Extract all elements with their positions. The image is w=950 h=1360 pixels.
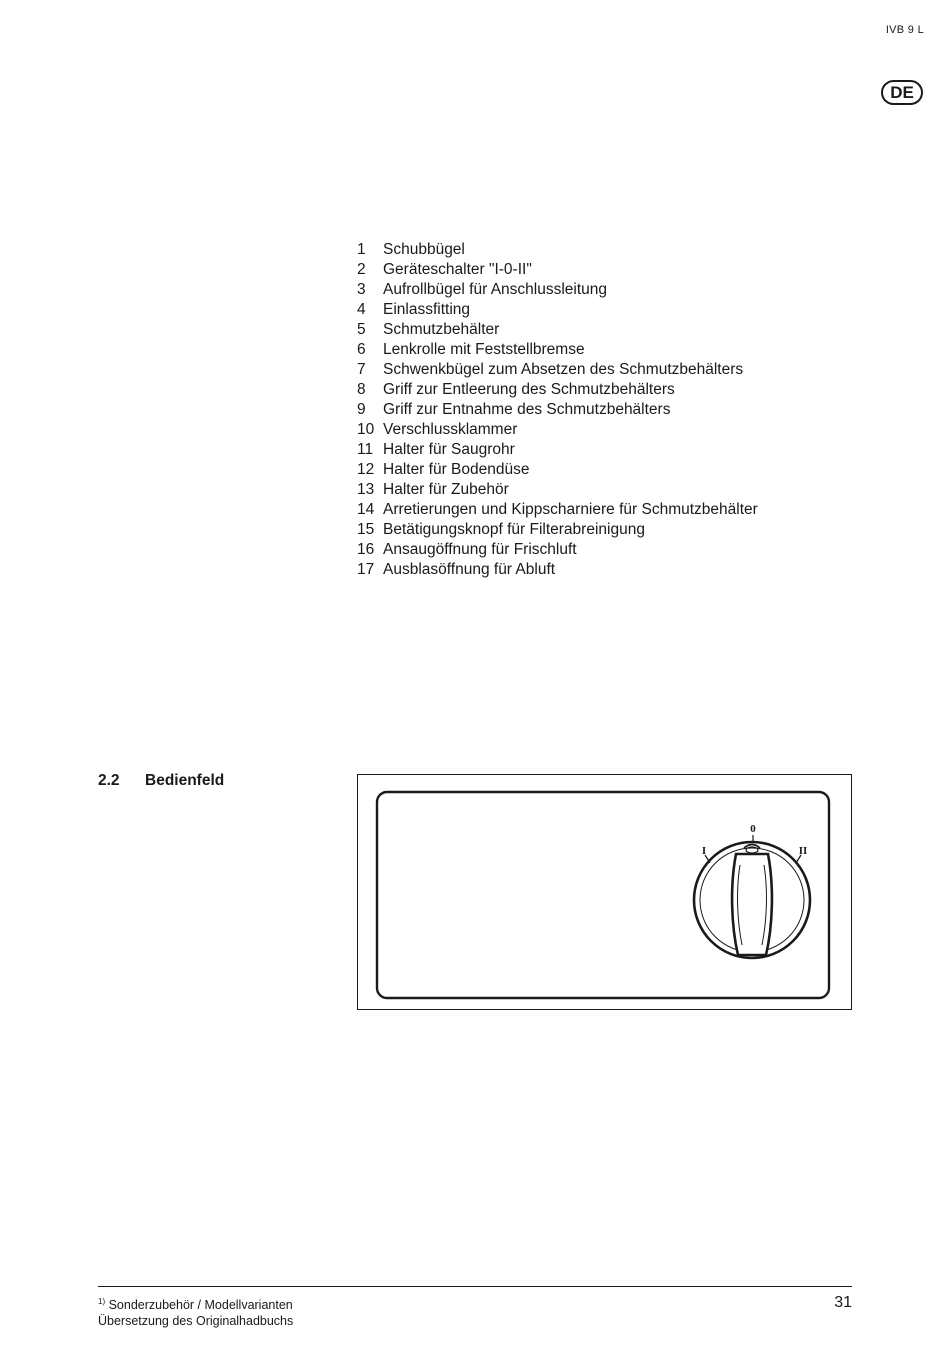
footnote-text: Sonderzubehör / Modellvarianten <box>105 1298 293 1313</box>
legend-number: 8 <box>357 381 366 398</box>
legend-label: Halter für Zubehör <box>383 481 509 498</box>
list-item <box>357 560 758 580</box>
switch-label-right: II <box>798 845 808 857</box>
legend-label: Betätigungsknopf für Filterabreinigung <box>383 521 645 538</box>
legend-number: 14 <box>357 501 375 518</box>
footer-notes <box>98 1294 293 1329</box>
list-item <box>357 280 758 300</box>
legend-number: 10 <box>357 421 375 438</box>
list-item <box>357 300 758 320</box>
rotary-switch-knob <box>694 842 810 958</box>
list-item <box>357 380 758 400</box>
switch-label-left: I <box>701 845 707 857</box>
legend-label: Griff zur Entleerung des Schmutzbehälters <box>383 381 675 398</box>
section-title: Bedienfeld <box>145 772 225 789</box>
control-panel-illustration <box>358 775 851 1009</box>
legend-number: 12 <box>357 461 375 478</box>
legend-number: 17 <box>357 561 375 578</box>
legend-number: 15 <box>357 521 375 538</box>
list-item <box>357 240 758 260</box>
legend-number: 2 <box>357 261 366 278</box>
legend-label: Ausblasöffnung für Abluft <box>383 561 556 578</box>
legend-label: Lenkrolle mit Feststellbremse <box>383 341 585 358</box>
legend-label: Verschlussklammer <box>383 421 518 438</box>
section-number: 2.2 <box>98 772 120 789</box>
translation-note: Übersetzung des Originalhadbuchs <box>98 1314 294 1329</box>
list-item <box>357 320 758 340</box>
footer-divider <box>98 1286 852 1287</box>
legend-label: Halter für Bodendüse <box>383 461 530 478</box>
legend-label: Schubbügel <box>383 241 465 258</box>
list-item <box>357 500 758 520</box>
legend-label: Geräteschalter "I-0-II" <box>383 261 532 278</box>
legend-label: Schwenkbügel zum Absetzen des Schmutzbehälters <box>383 361 744 378</box>
page-number: 31 <box>834 1294 852 1311</box>
legend-label: Aufrollbügel für Anschlussleitung <box>383 281 608 298</box>
legend-number: 11 <box>357 441 374 458</box>
list-item <box>357 360 758 380</box>
legend-number: 3 <box>357 281 366 298</box>
legend-label: Griff zur Entnahme des Schmutzbehälters <box>383 401 671 418</box>
component-legend <box>357 240 758 580</box>
section-heading <box>98 772 224 790</box>
list-item <box>357 420 758 440</box>
list-item <box>357 400 758 420</box>
list-item <box>357 480 758 500</box>
legend-label: Schmutzbehälter <box>383 321 500 338</box>
legend-number: 1 <box>357 241 366 258</box>
switch-label-center: 0 <box>750 823 756 835</box>
legend-number: 7 <box>357 361 366 378</box>
legend-number: 9 <box>357 401 366 418</box>
list-item <box>357 340 758 360</box>
footnote-mark: 1) <box>98 1297 106 1306</box>
legend-number: 6 <box>357 341 366 358</box>
list-item <box>357 260 758 280</box>
legend-number: 4 <box>357 301 366 318</box>
control-panel-figure <box>357 774 852 1010</box>
legend-label: Halter für Saugrohr <box>383 441 515 458</box>
legend-label: Arretierungen und Kippscharniere für Schmutzbehälter <box>383 501 758 518</box>
legend-number: 13 <box>357 481 375 498</box>
legend-label: Ansaugöffnung für Frischluft <box>383 541 577 558</box>
list-item <box>357 460 758 480</box>
language-badge: DE <box>881 80 923 105</box>
legend-label: Einlassfitting <box>383 301 471 318</box>
list-item <box>357 440 758 460</box>
model-designation: IVB 9 L <box>885 24 924 36</box>
list-item <box>357 540 758 560</box>
legend-number: 16 <box>357 541 375 558</box>
list-item <box>357 520 758 540</box>
legend-number: 5 <box>357 321 366 338</box>
footnote <box>98 1294 293 1313</box>
